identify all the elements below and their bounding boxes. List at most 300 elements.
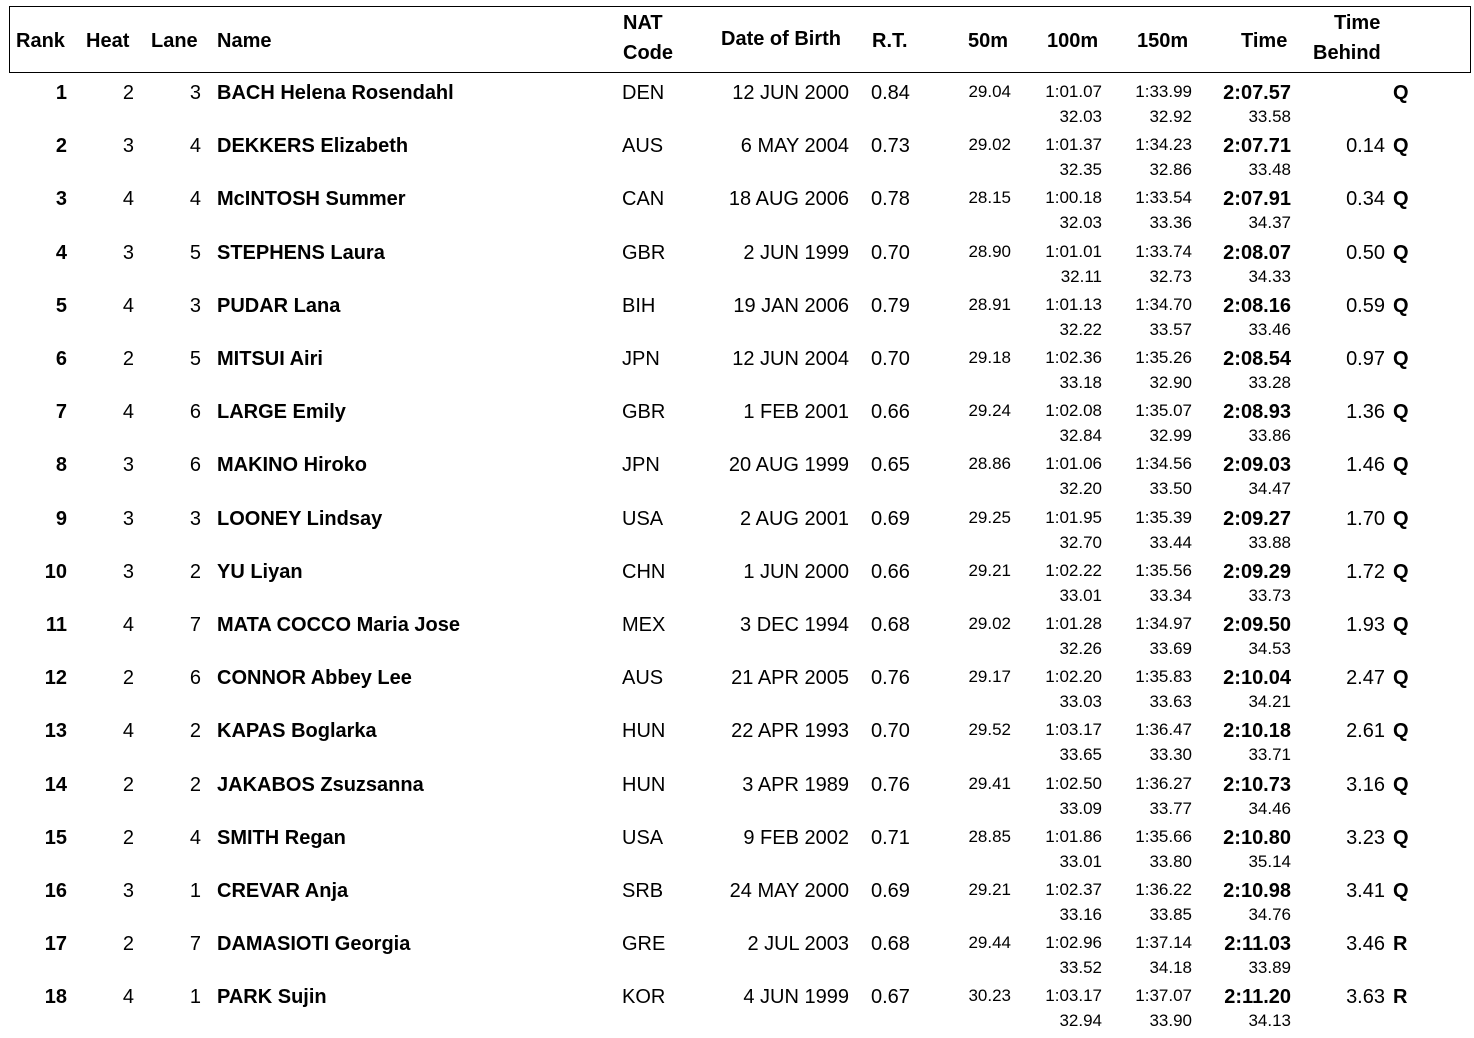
split-150m-lap-cell: 32.99: [1149, 426, 1192, 446]
header-nat-line1: NAT: [623, 12, 663, 34]
time-behind-cell: 2.47: [1346, 667, 1385, 690]
time-behind-cell: 3.16: [1346, 773, 1385, 796]
dob-cell: 3 APR 1989: [742, 773, 849, 796]
qualification-mark: Q: [1393, 560, 1409, 583]
name-cell: STEPHENS Laura: [217, 241, 385, 264]
rank-cell: 2: [55, 135, 67, 158]
qualification-mark: Q: [1393, 614, 1409, 636]
dob-cell: 12 JUN 2000: [732, 82, 849, 104]
name-cell: YU Liyan: [217, 560, 303, 583]
split-200m-lap-cell: 34.53: [1248, 639, 1291, 658]
rank-cell: 3: [55, 188, 67, 211]
name-cell: PUDAR Lana: [217, 294, 341, 317]
qualification-mark: Q: [1393, 135, 1409, 158]
name-cell: McINTOSH Summer: [217, 188, 406, 211]
rank-cell: 4: [55, 241, 67, 264]
split-50m-cell: 29.52: [968, 720, 1011, 740]
nat-cell: JPN: [622, 454, 660, 477]
split-200m-lap-cell: 34.37: [1248, 213, 1291, 233]
split-150m-lap-cell: 33.85: [1149, 905, 1192, 924]
heat-cell: 4: [122, 614, 134, 636]
time-cell: 2:09.03: [1223, 454, 1291, 477]
name-cell: MAKINO Hiroko: [217, 454, 367, 477]
name-cell: MATA COCCO Maria Jose: [217, 614, 460, 636]
split-150m-cell: 1:34.97: [1135, 614, 1192, 633]
split-100m-cell: 1:02.22: [1045, 560, 1102, 580]
split-200m-lap-cell: 33.86: [1248, 426, 1291, 446]
name-cell: MITSUI Airi: [217, 348, 323, 370]
split-150m-cell: 1:33.74: [1135, 241, 1192, 261]
split-100m-cell: 1:02.08: [1045, 401, 1102, 421]
heat-cell: 4: [122, 986, 134, 1009]
rt-cell: 0.78: [871, 188, 910, 211]
time-behind-cell: 1.72: [1346, 560, 1385, 583]
table-row: [0, 609, 1474, 662]
rank-cell: 12: [44, 667, 67, 690]
qualification-mark: Q: [1393, 773, 1409, 796]
split-100m-cell: 1:02.50: [1045, 773, 1102, 793]
split-150m-lap-cell: 34.18: [1149, 958, 1192, 978]
split-150m-lap-cell: 33.90: [1149, 1011, 1192, 1031]
name-cell: CREVAR Anja: [217, 880, 349, 902]
name-cell: SMITH Regan: [217, 826, 346, 849]
split-100m-lap-cell: 33.65: [1059, 745, 1102, 765]
split-100m-lap-cell: 33.01: [1059, 585, 1102, 605]
split-100m-cell: 1:01.28: [1045, 614, 1102, 633]
time-behind-cell: 3.46: [1346, 933, 1385, 956]
split-150m-lap-cell: 33.50: [1149, 479, 1192, 499]
rt-cell: 0.68: [871, 933, 910, 956]
split-50m-cell: 29.21: [968, 880, 1011, 899]
split-200m-lap-cell: 34.21: [1248, 692, 1291, 712]
rank-cell: 7: [55, 401, 67, 424]
heat-cell: 3: [122, 507, 134, 530]
nat-cell: KOR: [622, 986, 666, 1009]
split-50m-cell: 29.02: [968, 135, 1011, 155]
split-100m-cell: 1:03.17: [1045, 986, 1102, 1006]
lane-cell: 6: [189, 401, 201, 424]
split-50m-cell: 28.90: [968, 241, 1011, 261]
heat-cell: 3: [122, 135, 134, 158]
time-cell: 2:11.20: [1224, 986, 1291, 1009]
lane-cell: 4: [189, 135, 201, 158]
time-cell: 2:07.91: [1223, 188, 1291, 211]
rt-cell: 0.73: [871, 135, 910, 158]
split-100m-cell: 1:02.36: [1045, 348, 1102, 367]
heat-cell: 4: [122, 294, 134, 317]
split-200m-lap-cell: 33.58: [1248, 107, 1291, 126]
qualification-mark: R: [1393, 986, 1408, 1009]
name-cell: CONNOR Abbey Lee: [217, 667, 412, 690]
split-50m-cell: 28.91: [968, 294, 1011, 314]
lane-cell: 2: [189, 773, 201, 796]
split-200m-lap-cell: 34.13: [1248, 1011, 1291, 1031]
split-150m-cell: 1:33.99: [1135, 82, 1192, 101]
name-cell: PARK Sujin: [217, 986, 327, 1009]
split-150m-lap-cell: 32.90: [1149, 373, 1192, 392]
split-50m-cell: 29.25: [968, 507, 1011, 527]
qualification-mark: Q: [1393, 294, 1409, 317]
split-200m-lap-cell: 34.33: [1248, 266, 1291, 286]
time-cell: 2:10.04: [1223, 667, 1291, 690]
rank-cell: 13: [44, 720, 67, 743]
table-row: [0, 981, 1474, 1034]
split-150m-cell: 1:35.26: [1135, 348, 1192, 367]
table-row: [0, 875, 1474, 928]
heat-cell: 3: [122, 241, 134, 264]
time-behind-cell: 0.97: [1346, 348, 1385, 370]
split-200m-lap-cell: 34.47: [1248, 479, 1291, 499]
time-behind-cell: 1.46: [1346, 454, 1385, 477]
table-row: [0, 449, 1474, 502]
rank-cell: 5: [55, 294, 67, 317]
rank-cell: 14: [44, 773, 67, 796]
dob-cell: 1 JUN 2000: [743, 560, 849, 583]
dob-cell: 18 AUG 2006: [728, 188, 849, 211]
split-100m-lap-cell: 32.84: [1059, 426, 1102, 446]
split-50m-cell: 28.85: [968, 826, 1011, 846]
split-150m-cell: 1:37.07: [1135, 986, 1192, 1006]
time-cell: 2:07.71: [1223, 135, 1291, 158]
lane-cell: 6: [189, 667, 201, 690]
heat-cell: 2: [122, 933, 134, 956]
table-row: [0, 183, 1474, 236]
time-cell: 2:08.93: [1223, 401, 1291, 424]
rank-cell: 1: [55, 82, 67, 104]
split-200m-lap-cell: 33.46: [1248, 319, 1291, 339]
name-cell: JAKABOS Zsuzsanna: [217, 773, 424, 796]
lane-cell: 4: [189, 188, 201, 211]
heat-cell: 2: [122, 773, 134, 796]
split-150m-lap-cell: 33.44: [1149, 532, 1192, 552]
time-cell: 2:07.57: [1223, 82, 1291, 104]
qualification-mark: Q: [1393, 188, 1409, 211]
split-150m-lap-cell: 33.63: [1149, 692, 1192, 712]
split-100m-lap-cell: 33.03: [1059, 692, 1102, 712]
dob-cell: 12 JUN 2004: [732, 348, 849, 370]
split-100m-cell: 1:02.96: [1045, 933, 1102, 953]
qualification-mark: Q: [1393, 880, 1409, 902]
lane-cell: 5: [189, 348, 201, 370]
split-50m-cell: 28.86: [968, 454, 1011, 474]
header-lane: Lane: [151, 30, 198, 52]
split-150m-cell: 1:37.14: [1135, 933, 1192, 953]
time-behind-cell: 0.34: [1346, 188, 1385, 211]
table-row: [0, 928, 1474, 981]
split-100m-lap-cell: 32.03: [1059, 213, 1102, 233]
split-50m-cell: 29.02: [968, 614, 1011, 633]
nat-cell: AUS: [622, 135, 664, 158]
dob-cell: 2 JUN 1999: [743, 241, 849, 264]
split-100m-lap-cell: 33.09: [1059, 798, 1102, 818]
split-200m-lap-cell: 34.46: [1248, 798, 1291, 818]
rt-cell: 0.65: [871, 454, 910, 477]
lane-cell: 2: [189, 560, 201, 583]
time-cell: 2:10.73: [1223, 773, 1291, 796]
split-100m-cell: 1:01.07: [1045, 82, 1102, 101]
rt-cell: 0.66: [871, 560, 910, 583]
qualification-mark: Q: [1393, 348, 1409, 370]
table-row: [0, 343, 1474, 396]
time-cell: 2:09.50: [1223, 614, 1291, 636]
split-150m-cell: 1:36.47: [1135, 720, 1192, 740]
time-behind-cell: 0.14: [1346, 135, 1385, 158]
dob-cell: 21 APR 2005: [731, 667, 849, 690]
split-150m-cell: 1:35.83: [1135, 667, 1192, 687]
qualification-mark: Q: [1393, 241, 1409, 264]
dob-cell: 3 DEC 1994: [740, 614, 849, 636]
table-row: [0, 662, 1474, 715]
dob-cell: 19 JAN 2006: [733, 294, 849, 317]
lane-cell: 7: [189, 933, 201, 956]
table-row: [0, 769, 1474, 822]
split-150m-lap-cell: 33.34: [1149, 585, 1192, 605]
split-100m-cell: 1:02.20: [1045, 667, 1102, 687]
qualification-mark: Q: [1393, 667, 1409, 690]
rt-cell: 0.84: [871, 82, 910, 104]
name-cell: KAPAS Boglarka: [217, 720, 377, 743]
header-nat-line2: Code: [623, 42, 673, 64]
time-cell: 2:08.54: [1223, 348, 1291, 370]
heat-cell: 2: [122, 667, 134, 690]
split-200m-lap-cell: 33.28: [1248, 373, 1291, 392]
header-rank: Rank: [16, 30, 65, 52]
heat-cell: 3: [122, 560, 134, 583]
dob-cell: 22 APR 1993: [731, 720, 849, 743]
header-heat: Heat: [86, 30, 130, 52]
split-150m-cell: 1:34.23: [1135, 135, 1192, 155]
time-cell: 2:10.18: [1223, 720, 1291, 743]
split-100m-lap-cell: 32.03: [1059, 107, 1102, 126]
time-cell: 2:08.07: [1223, 241, 1291, 264]
nat-cell: DEN: [622, 82, 665, 104]
split-50m-cell: 29.24: [968, 401, 1011, 421]
header-name: Name: [217, 30, 272, 52]
nat-cell: USA: [622, 507, 664, 530]
header-time: Time: [1241, 30, 1288, 52]
split-50m-cell: 29.41: [968, 773, 1011, 793]
split-200m-lap-cell: 35.14: [1248, 851, 1291, 871]
split-150m-lap-cell: 32.92: [1149, 107, 1192, 126]
lane-cell: 5: [189, 241, 201, 264]
nat-cell: AUS: [622, 667, 664, 690]
time-behind-cell: 3.23: [1346, 826, 1385, 849]
dob-cell: 1 FEB 2001: [743, 401, 849, 424]
header-rt: R.T.: [872, 30, 908, 52]
split-150m-lap-cell: 33.57: [1149, 319, 1192, 339]
rt-cell: 0.70: [871, 720, 910, 743]
lane-cell: 3: [189, 294, 201, 317]
split-50m-cell: 28.15: [968, 188, 1011, 208]
split-100m-lap-cell: 32.26: [1059, 639, 1102, 658]
split-50m-cell: 30.23: [968, 986, 1011, 1006]
name-cell: LOONEY Lindsay: [217, 507, 383, 530]
dob-cell: 20 AUG 1999: [728, 454, 849, 477]
split-150m-cell: 1:35.39: [1135, 507, 1192, 527]
dob-cell: 2 AUG 2001: [740, 507, 849, 530]
nat-cell: HUN: [622, 720, 666, 743]
time-behind-cell: 3.63: [1346, 986, 1385, 1009]
heat-cell: 3: [122, 454, 134, 477]
time-cell: 2:09.29: [1223, 560, 1291, 583]
heat-cell: 4: [122, 720, 134, 743]
nat-cell: USA: [622, 826, 664, 849]
time-behind-cell: 1.70: [1346, 507, 1385, 530]
rt-cell: 0.68: [871, 614, 910, 636]
split-150m-lap-cell: 33.77: [1149, 798, 1192, 818]
split-100m-lap-cell: 32.22: [1059, 319, 1102, 339]
name-cell: DEKKERS Elizabeth: [217, 135, 409, 158]
name-cell: LARGE Emily: [217, 401, 346, 424]
rt-cell: 0.71: [871, 826, 910, 849]
split-50m-cell: 29.17: [968, 667, 1011, 687]
nat-cell: GRE: [622, 933, 666, 956]
time-cell: 2:08.16: [1223, 294, 1291, 317]
time-cell: 2:10.80: [1223, 826, 1291, 849]
rank-cell: 11: [45, 614, 67, 636]
table-row: [0, 503, 1474, 556]
split-150m-lap-cell: 32.73: [1149, 266, 1192, 286]
split-100m-lap-cell: 32.35: [1059, 160, 1102, 180]
rt-cell: 0.70: [871, 241, 910, 264]
lane-cell: 3: [189, 507, 201, 530]
split-50m-cell: 29.21: [968, 560, 1011, 580]
dob-cell: 2 JUL 2003: [747, 933, 849, 956]
split-200m-lap-cell: 33.89: [1248, 958, 1291, 978]
qualification-mark: Q: [1393, 82, 1409, 104]
heat-cell: 4: [122, 401, 134, 424]
rank-cell: 17: [44, 933, 67, 956]
time-behind-cell: 2.61: [1346, 720, 1385, 743]
split-50m-cell: 29.18: [968, 348, 1011, 367]
nat-cell: GBR: [622, 401, 666, 424]
time-behind-cell: 0.50: [1346, 241, 1385, 264]
split-150m-cell: 1:35.56: [1135, 560, 1192, 580]
rank-cell: 9: [55, 507, 67, 530]
split-100m-cell: 1:01.13: [1045, 294, 1102, 314]
rank-cell: 15: [44, 826, 67, 849]
heat-cell: 2: [122, 348, 134, 370]
time-cell: 2:10.98: [1223, 880, 1291, 902]
time-behind-cell: 0.59: [1346, 294, 1385, 317]
nat-cell: MEX: [622, 614, 666, 636]
split-100m-cell: 1:00.18: [1045, 188, 1102, 208]
rt-cell: 0.66: [871, 401, 910, 424]
split-200m-lap-cell: 33.73: [1248, 585, 1291, 605]
name-cell: BACH Helena Rosendahl: [217, 82, 454, 104]
split-100m-cell: 1:01.37: [1045, 135, 1102, 155]
split-200m-lap-cell: 33.88: [1248, 532, 1291, 552]
lane-cell: 7: [189, 614, 201, 636]
rank-cell: 10: [44, 560, 67, 583]
split-100m-cell: 1:01.01: [1045, 241, 1102, 261]
split-100m-cell: 1:01.86: [1045, 826, 1102, 846]
rt-cell: 0.79: [871, 294, 910, 317]
split-200m-lap-cell: 33.48: [1248, 160, 1291, 180]
nat-cell: JPN: [622, 348, 660, 370]
split-100m-lap-cell: 32.20: [1059, 479, 1102, 499]
split-50m-cell: 29.44: [968, 933, 1011, 953]
nat-cell: CAN: [622, 188, 665, 211]
qualification-mark: Q: [1393, 507, 1409, 530]
table-row: [0, 556, 1474, 609]
rt-cell: 0.67: [871, 986, 910, 1009]
split-150m-lap-cell: 33.30: [1149, 745, 1192, 765]
header-100m: 100m: [1047, 30, 1099, 52]
table-row: [0, 290, 1474, 343]
split-150m-cell: 1:34.70: [1135, 294, 1192, 314]
split-200m-lap-cell: 33.71: [1248, 745, 1291, 765]
time-behind-cell: 1.93: [1346, 614, 1385, 636]
rank-cell: 16: [44, 880, 67, 902]
rt-cell: 0.70: [871, 348, 910, 370]
rank-cell: 8: [55, 454, 67, 477]
nat-cell: CHN: [622, 560, 666, 583]
qualification-mark: Q: [1393, 720, 1409, 743]
split-100m-lap-cell: 32.11: [1060, 266, 1102, 286]
lane-cell: 1: [189, 986, 201, 1009]
split-150m-cell: 1:35.66: [1135, 826, 1192, 846]
table-row: [0, 396, 1474, 449]
split-50m-cell: 29.04: [968, 82, 1011, 101]
split-100m-cell: 1:03.17: [1045, 720, 1102, 740]
split-150m-cell: 1:36.27: [1135, 773, 1192, 793]
split-100m-cell: 1:01.06: [1045, 454, 1102, 474]
qualification-mark: Q: [1393, 454, 1409, 477]
table-row: [0, 77, 1474, 130]
time-cell: 2:09.27: [1223, 507, 1291, 530]
split-100m-lap-cell: 33.01: [1059, 851, 1102, 871]
dob-cell: 9 FEB 2002: [743, 826, 849, 849]
heat-cell: 2: [122, 826, 134, 849]
heat-cell: 2: [122, 82, 134, 104]
header-dob: Date of Birth: [721, 28, 841, 50]
nat-cell: GBR: [622, 241, 666, 264]
rt-cell: 0.76: [871, 667, 910, 690]
rt-cell: 0.69: [871, 880, 910, 902]
lane-cell: 3: [189, 82, 201, 104]
rank-cell: 18: [44, 986, 67, 1009]
time-cell: 2:11.03: [1224, 933, 1291, 956]
lane-cell: 4: [189, 826, 201, 849]
dob-cell: 24 MAY 2000: [729, 880, 849, 902]
split-150m-lap-cell: 33.36: [1149, 213, 1192, 233]
split-150m-lap-cell: 33.80: [1149, 851, 1192, 871]
header-behind-line2: Behind: [1313, 42, 1381, 64]
split-150m-cell: 1:35.07: [1135, 401, 1192, 421]
split-150m-cell: 1:36.22: [1135, 880, 1192, 899]
nat-cell: BIH: [622, 294, 656, 317]
lane-cell: 6: [189, 454, 201, 477]
dob-cell: 6 MAY 2004: [740, 135, 849, 158]
split-100m-lap-cell: 33.16: [1059, 905, 1102, 924]
split-100m-cell: 1:01.95: [1045, 507, 1102, 527]
split-100m-lap-cell: 33.52: [1059, 958, 1102, 978]
qualification-mark: Q: [1393, 401, 1409, 424]
split-100m-lap-cell: 32.70: [1059, 532, 1102, 552]
dob-cell: 4 JUN 1999: [743, 986, 849, 1009]
name-cell: DAMASIOTI Georgia: [217, 933, 411, 956]
nat-cell: SRB: [622, 880, 664, 902]
header-150m: 150m: [1137, 30, 1189, 52]
table-row: [0, 822, 1474, 875]
split-150m-lap-cell: 33.69: [1149, 639, 1192, 658]
split-150m-lap-cell: 32.86: [1149, 160, 1192, 180]
nat-cell: HUN: [622, 773, 666, 796]
table-row: [0, 237, 1474, 290]
split-100m-lap-cell: 33.18: [1059, 373, 1102, 392]
split-200m-lap-cell: 34.76: [1248, 905, 1291, 924]
